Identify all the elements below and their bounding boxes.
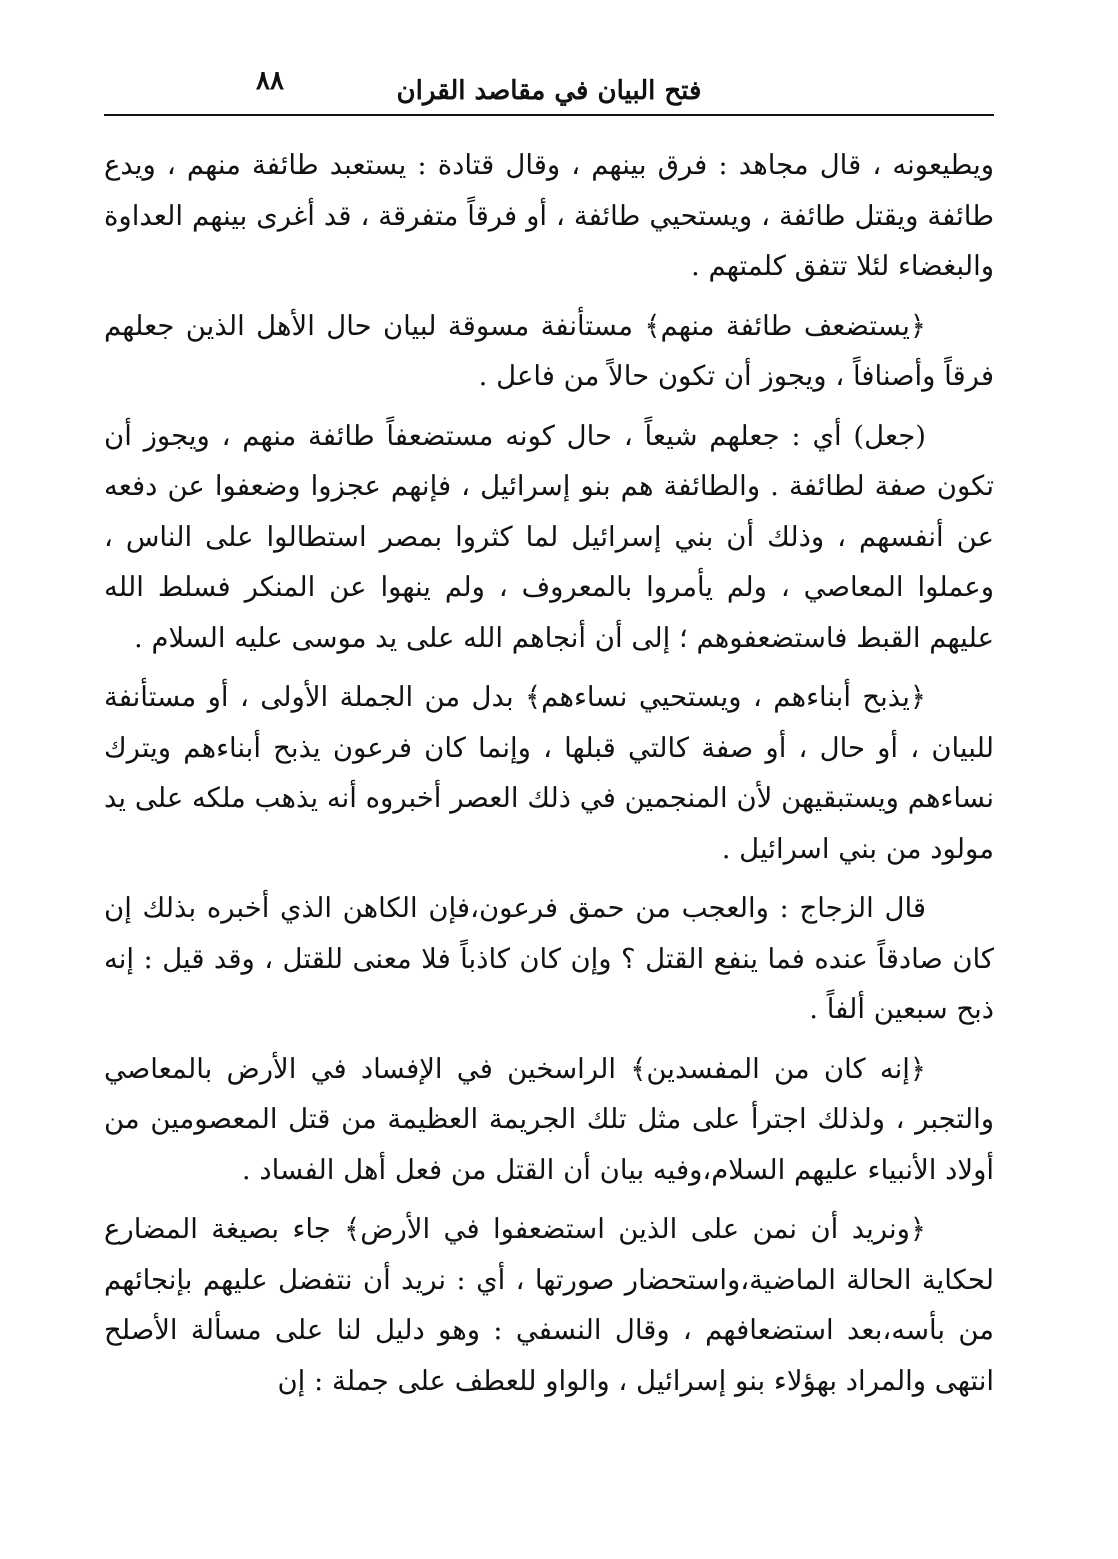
paragraph-6: ﴿إنه كان من المفسدين﴾ الراسخين في الإفساد في الأرض بالمعاصي والتجبر ، ولذلك اجترأ على مثل تلك الجريمة العظيمة من قتل المعصومين من أولاد الأنبياء عليهم السلام،وفيه بيان أن القتل من فعل أهل الفساد . [104, 1052, 994, 1186]
paragraph-7: ﴿ونريد أن نمن على الذين استضعفوا في الأرض﴾ جاء بصيغة المضارع لحكاية الحالة الماضية،واستحضار صورتها ، أي : نريد أن نتفضل عليهم بإنجائهم من بأسه،بعد استضعافهم ، وقال النسفي : وهو دليل لنا على مسألة الأصلح انتهى والمراد بهؤلاء بنو إسرائيل ، والواو للعطف على جملة : إن [104, 1213, 994, 1397]
paragraph-2: ﴿يستضعف طائفة منهم﴾ مستأنفة مسوقة لبيان حال الأهل الذين جعلهم فرقاً وأصنافاً ، ويجوز أن تكون حالاً من فاعل . [104, 309, 994, 392]
page-number: ٨٨ [256, 66, 284, 96]
paragraph-5: قال الزجاج : والعجب من حمق فرعون،فإن الكاهن الذي أخبره بذلك إن كان صادقاً عنده فما ينفع القتل ؟ وإن كان كاذباً فلا معنى للقتل ، وقد قيل : إنه ذبح سبعين ألفاً . [104, 892, 994, 1025]
page-header [104, 58, 994, 116]
page-body [104, 140, 994, 1519]
running-title: فتح البيان في مقاصد القران [396, 76, 702, 106]
paragraph-3: (جعل) أي : جعلهم شيعاً ، حال كونه مستضعفاً طائفة منهم ، ويجوز أن تكون صفة لطائفة . والطائفة هم بنو إسرائيل ، فإنهم عجزوا وضعفوا عن دفعه عن أنفسهم ، وذلك أن بني إسرائيل لما كثروا بمصر استطالوا على الناس ، وعملوا المعاصي ، ولم يأمروا بالمعروف ، ولم ينهوا عن المنكر فسلط الله عليهم القبط فاستضعفوهم ؛ إلى أن أنجاهم الله على يد موسى عليه السلام . [104, 419, 994, 654]
paragraph-4: ﴿يذبح أبناءهم ، ويستحيي نساءهم﴾ بدل من الجملة الأولى ، أو مستأنفة للبيان ، أو حال ، أو صفة كالتي قبلها ، وإنما كان فرعون يذبح أبناءهم ويترك نساءهم ويستبقيهن لأن المنجمين في ذلك العصر أخبروه أنه يذهب ملكه على يد مولود من بني اسرائيل . [104, 681, 994, 865]
paragraph-1: ويطيعونه ، قال مجاهد : فرق بينهم ، وقال قتادة : يستعبد طائفة منهم ، ويدع طائفة ويقتل طائفة ، ويستحيي طائفة ، أو فرقاً متفرقة ، قد أغرى بينهم العداوة والبغضاء لئلا تتفق كلمتهم . [104, 149, 994, 282]
